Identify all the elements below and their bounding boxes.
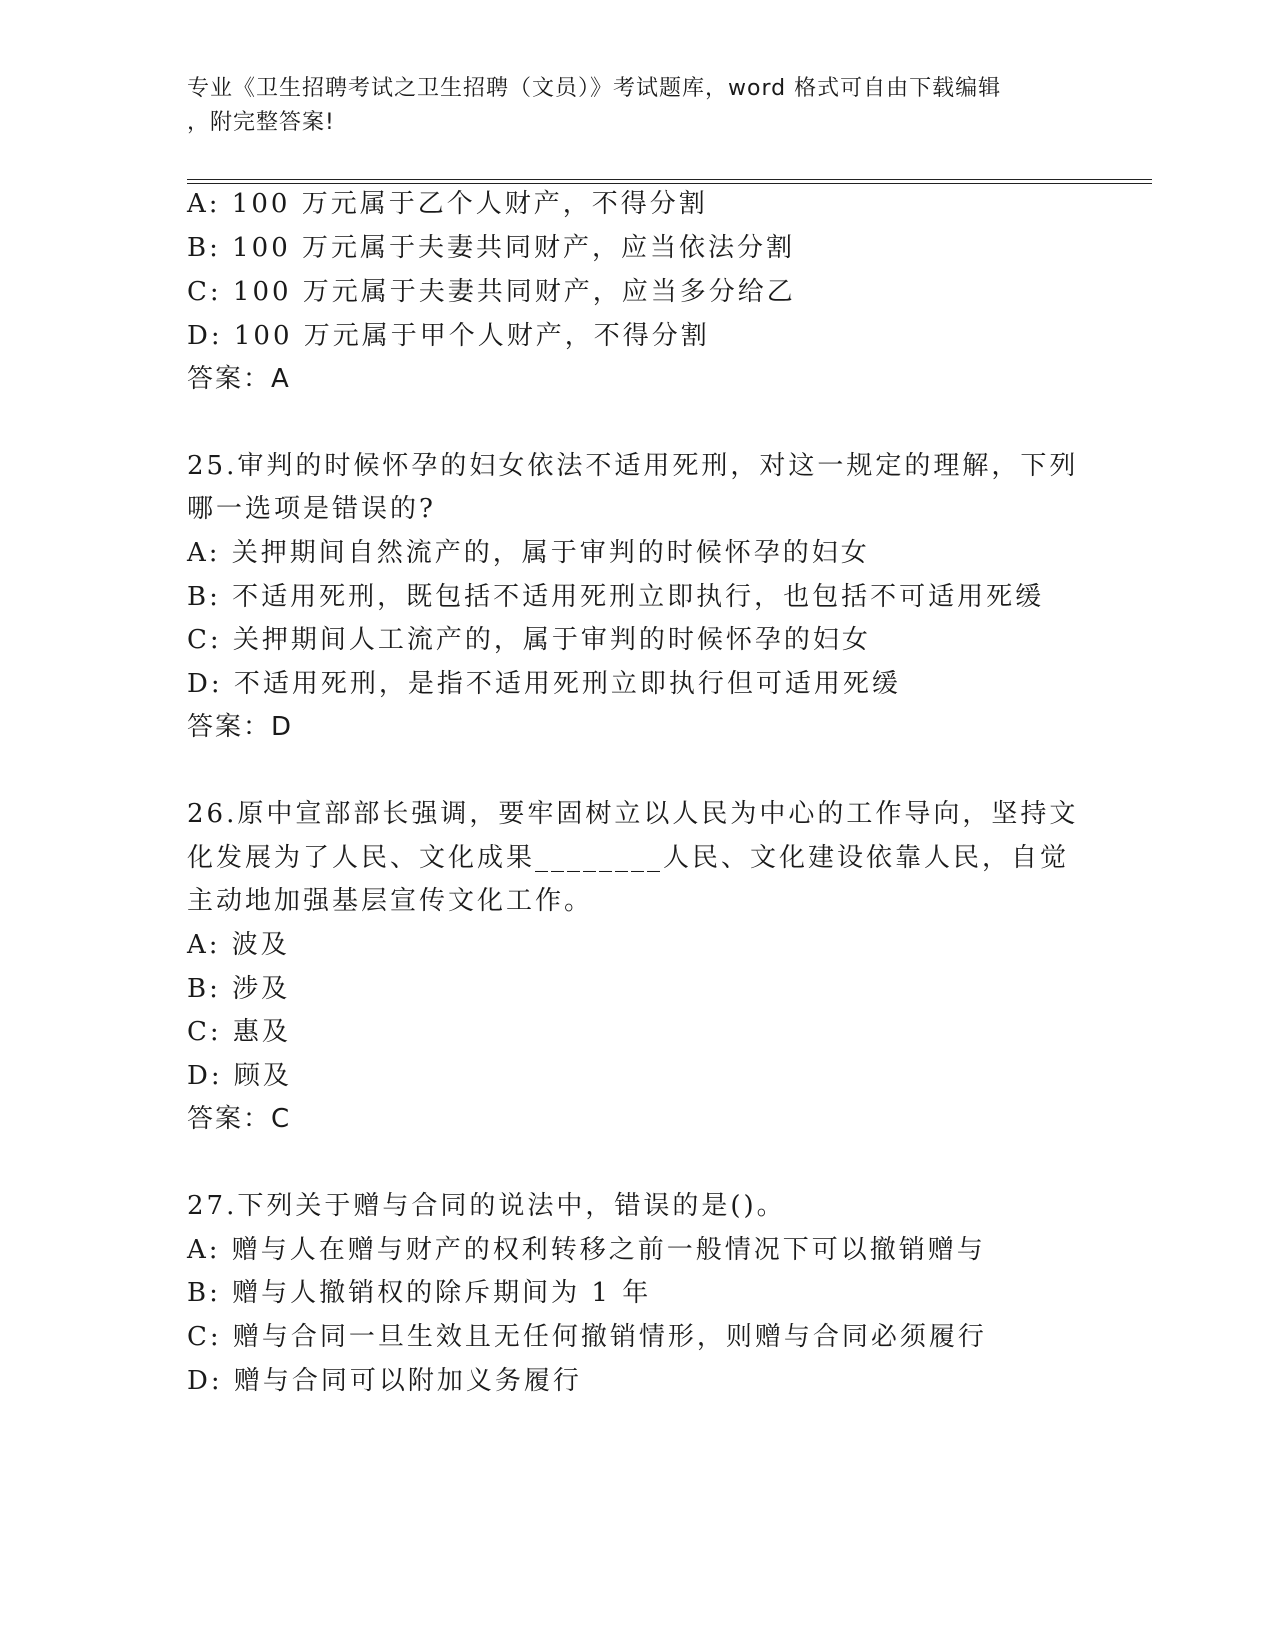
q26-stem-line-3: 主动地加强基层宣传文化工作。 [187, 886, 594, 916]
q25-option-c: C: 关押期间人工流产的，属于审判的时候怀孕的妇女 [187, 625, 871, 655]
q27-stem-line-1: 27.下列关于赠与合同的说法中，错误的是()。 [187, 1191, 786, 1221]
q25-stem-line-1: 25.审判的时候怀孕的妇女依法不适用死刑，对这一规定的理解，下列 [187, 451, 1079, 481]
q25-option-a: A: 关押期间自然流产的，属于审判的时候怀孕的妇女 [187, 538, 870, 568]
q26-stem-line-2: 化发展为了人民、文化成果________人民、文化建设依靠人民，自觉 [187, 843, 1070, 873]
q24-option-c: C: 100 万元属于夫妻共同财产，应当多分给乙 [187, 277, 796, 307]
header-line-2: ，附完整答案! [187, 110, 335, 135]
q26-option-d: D: 顾及 [187, 1061, 292, 1091]
header-line-1: 专业《卫生招聘考试之卫生招聘（文员）》考试题库，word 格式可自由下载编辑 [187, 76, 1002, 101]
header-divider-top [187, 179, 1152, 180]
q24-answer: 答案：A [187, 364, 291, 394]
q26-answer: 答案：C [187, 1104, 292, 1134]
q24-option-d: D: 100 万元属于甲个人财产，不得分割 [187, 321, 710, 351]
q25-answer: 答案：D [187, 712, 294, 742]
q27-option-a: A: 赠与人在赠与财产的权利转移之前一般情况下可以撤销赠与 [187, 1235, 986, 1265]
q24-option-b: B: 100 万元属于夫妻共同财产，应当依法分割 [187, 233, 796, 263]
q27-option-d: D: 赠与合同可以附加义务履行 [187, 1366, 582, 1396]
document-header [187, 72, 1057, 140]
header-divider-bottom [187, 183, 1152, 184]
q27-option-c: C: 赠与合同一旦生效且无任何撤销情形，则赠与合同必须履行 [187, 1322, 987, 1352]
q24-option-a: A: 100 万元属于乙个人财产，不得分割 [187, 189, 708, 219]
q26-option-a: A: 波及 [187, 930, 290, 960]
q26-option-b: B: 涉及 [187, 974, 291, 1004]
q25-option-b: B: 不适用死刑，既包括不适用死刑立即执行，也包括不可适用死缓 [187, 582, 1045, 612]
q26-option-c: C: 惠及 [187, 1017, 291, 1047]
q26-stem-line-1: 26.原中宣部部长强调，要牢固树立以人民为中心的工作导向，坚持文 [187, 799, 1079, 829]
q25-option-d: D: 不适用死刑，是指不适用死刑立即执行但可适用死缓 [187, 669, 901, 699]
q25-stem-line-2: 哪一选项是错误的? [187, 494, 436, 524]
q27-option-b: B: 赠与人撤销权的除斥期间为 1 年 [187, 1278, 652, 1308]
